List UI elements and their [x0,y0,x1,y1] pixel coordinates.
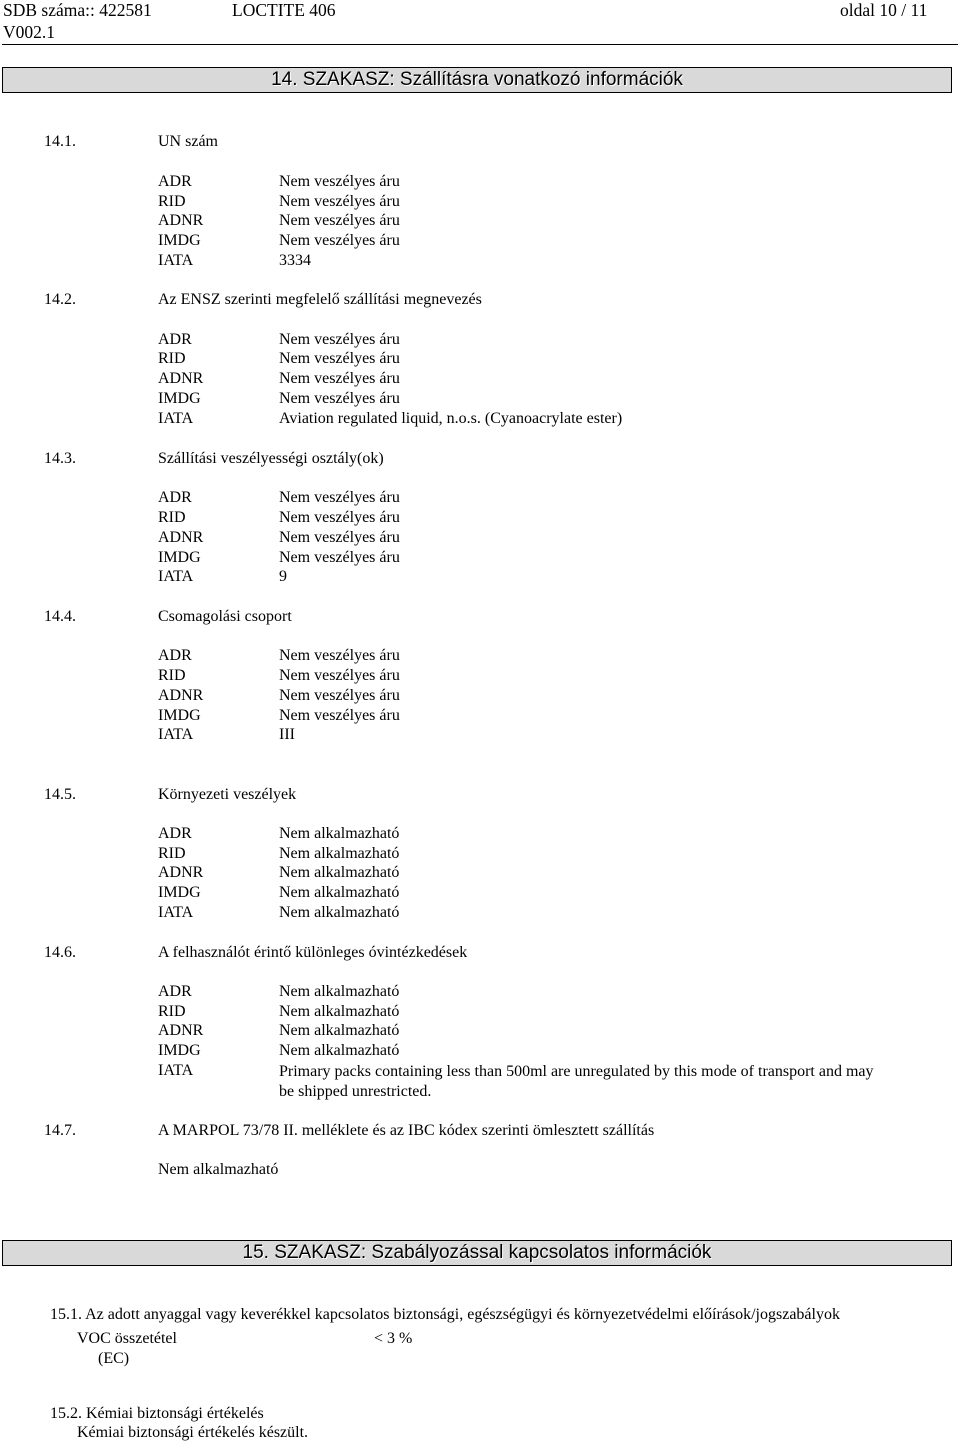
subsection-15-2-heading: 15.2. Kémiai biztonsági értékelés [50,1405,264,1422]
header-divider [2,44,958,45]
subsection-title: Csomagolási csoport [158,608,292,625]
subsection-title: A felhasználót érintő különleges óvintézkedések [158,944,468,961]
product-name: LOCTITE 406 [232,0,336,20]
subsection-title: UN szám [158,133,218,150]
subsection-title: Az ENSZ szerinti megfelelő szállítási megnevezés [158,291,482,308]
subsection-number: 14.7. [44,1122,76,1139]
subsection-title: A MARPOL 73/78 II. melléklete és az IBC kódex szerinti ömlesztett szállítás [158,1122,655,1139]
subsection-15-1-heading: 15.1. Az adott anyaggal vagy keverékkel kapcsolatos biztonsági, egészségügyi és környezetvédelmi előírások/jogszabályok [50,1306,840,1323]
subsection-number: 14.4. [44,608,76,625]
subsection-title: Szállítási veszélyességi osztály(ok) [158,450,384,467]
subsection-number: 14.5. [44,786,76,803]
section-15-header: 15. SZAKASZ: Szabályozással kapcsolatos információk [2,1240,952,1266]
marpol-value: Nem alkalmazható [158,1161,279,1178]
voc-label: VOC összetétel [77,1330,177,1347]
subsection-title: Környezeti veszélyek [158,786,297,803]
subsection-number: 14.2. [44,291,76,308]
section-14-header: 14. SZAKASZ: Szállításra vonatkozó információk [2,67,952,93]
subsection-number: 14.1. [44,133,76,150]
version: V002.1 [3,22,56,42]
voc-sub: (EC) [98,1350,130,1367]
page-number: oldal 10 / 11 [840,0,928,20]
voc-value: < 3 % [374,1330,413,1347]
sdb-number: SDB száma:: 422581 [3,0,152,20]
chemical-safety-text: Kémiai biztonsági értékelés készült. [77,1424,309,1441]
subsection-number: 14.6. [44,944,76,961]
subsection-number: 14.3. [44,450,76,467]
